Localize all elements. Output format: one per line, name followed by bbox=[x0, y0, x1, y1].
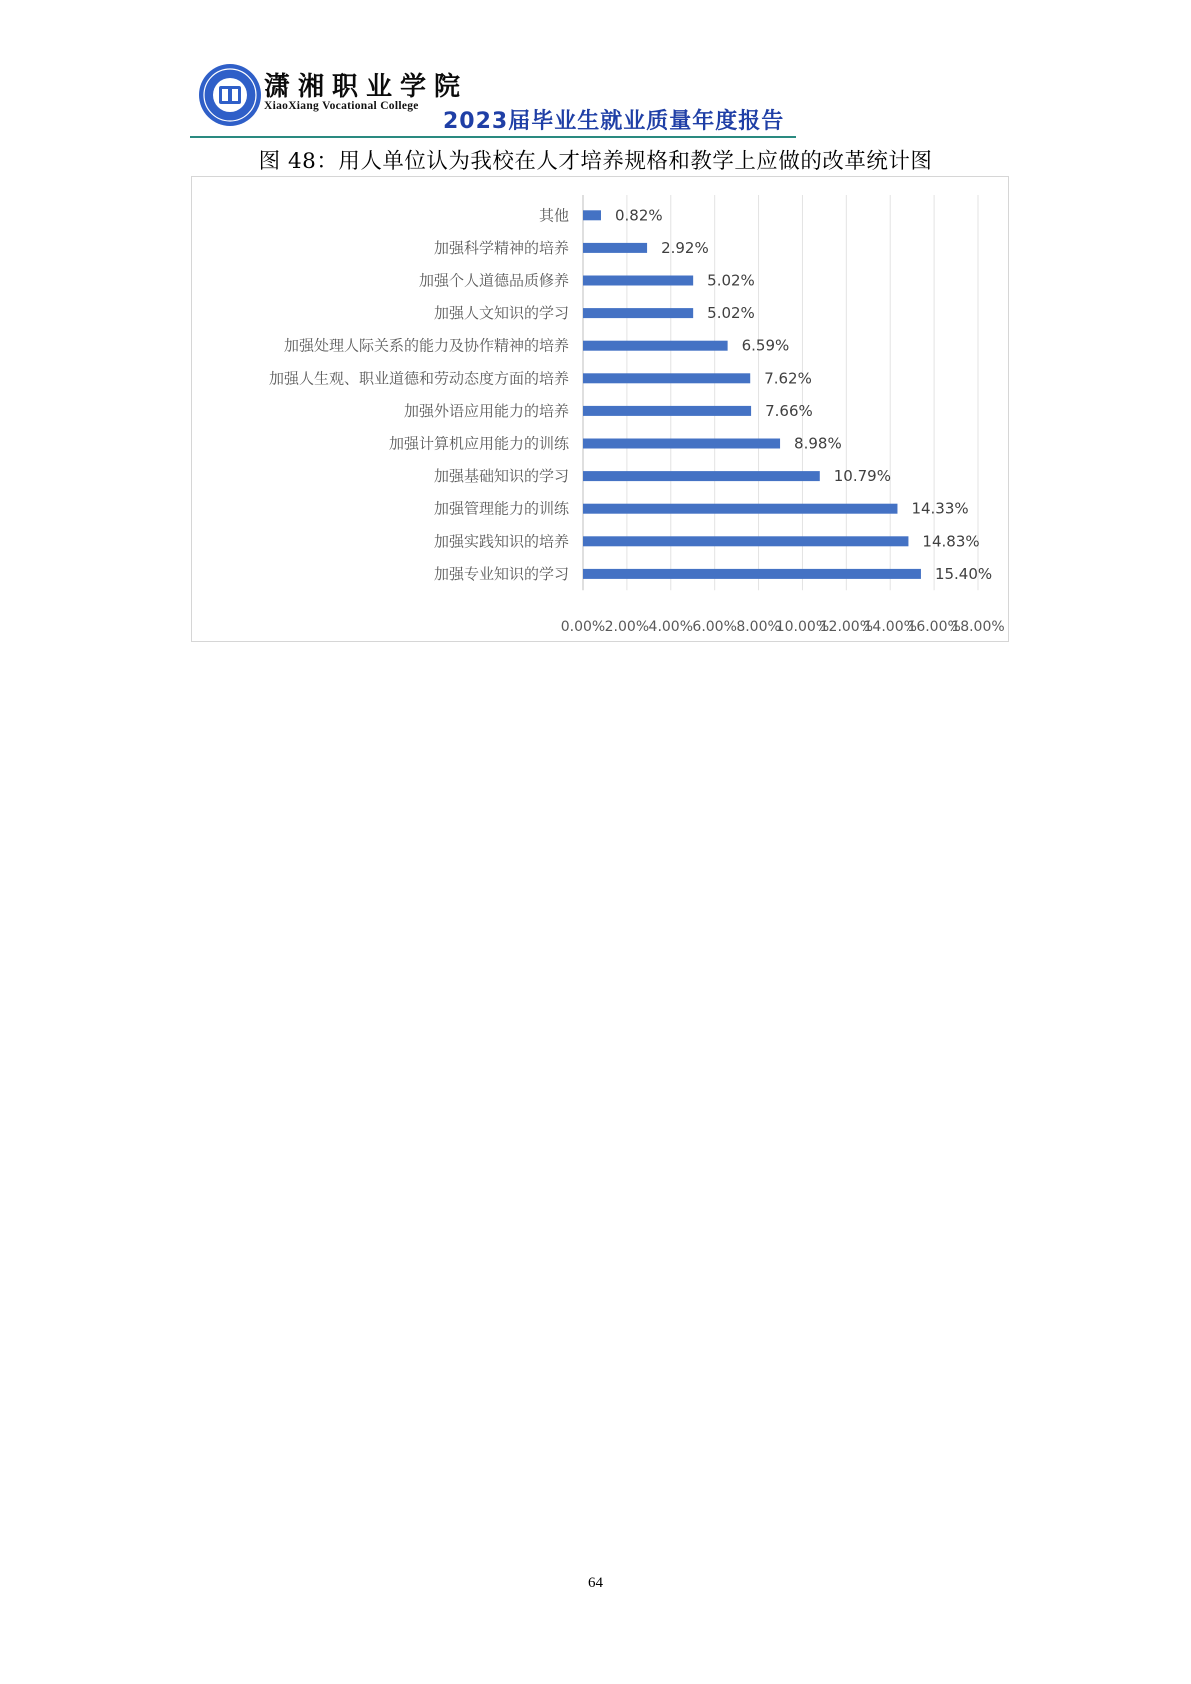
x-tick-label: 16.00% bbox=[907, 619, 961, 636]
data-label: 5.02% bbox=[707, 271, 755, 290]
category-label: 加强外语应用能力的培养 bbox=[403, 401, 569, 420]
category-label: 加强人文知识的学习 bbox=[433, 304, 569, 323]
bar bbox=[583, 406, 751, 416]
category-label: 加强实践知识的培养 bbox=[433, 532, 569, 551]
report-title: 2023届毕业生就业质量年度报告 bbox=[443, 109, 785, 134]
bar bbox=[583, 373, 750, 383]
data-label: 15.40% bbox=[934, 564, 993, 583]
bar bbox=[583, 471, 820, 481]
data-label: 5.02% bbox=[707, 304, 755, 323]
college-seal-icon bbox=[198, 63, 262, 127]
bar bbox=[583, 276, 693, 286]
category-label: 加强处理人际关系的能力及协作精神的培养 bbox=[283, 336, 569, 355]
data-label: 10.79% bbox=[833, 467, 891, 486]
category-label: 加强人生观、职业道德和劳动态度方面的培养 bbox=[268, 369, 569, 388]
category-label: 加强基础知识的学习 bbox=[433, 467, 569, 486]
x-tick-label: 2.00% bbox=[604, 619, 650, 636]
bar bbox=[583, 504, 897, 514]
school-name-en: XiaoXiang Vocational College bbox=[264, 100, 419, 112]
data-label: 7.66% bbox=[765, 401, 813, 420]
x-tick-label: 18.00% bbox=[951, 619, 1005, 636]
bar bbox=[583, 210, 601, 220]
category-label: 加强管理能力的训练 bbox=[433, 499, 569, 518]
data-label: 14.33% bbox=[911, 499, 969, 518]
x-tick-label: 0.00% bbox=[560, 619, 606, 636]
school-name-cn: 潇湘职业学院 bbox=[264, 72, 469, 102]
header-divider bbox=[190, 136, 796, 138]
category-label: 加强科学精神的培养 bbox=[433, 238, 569, 257]
page-number: 64 bbox=[588, 1575, 603, 1591]
report-header bbox=[190, 62, 796, 140]
bar bbox=[583, 536, 908, 546]
x-tick-label: 4.00% bbox=[648, 619, 694, 636]
x-tick-label: 10.00% bbox=[775, 619, 830, 636]
data-label: 7.62% bbox=[764, 369, 812, 388]
category-label: 加强专业知识的学习 bbox=[433, 564, 569, 583]
figure-caption: 图 48：用人单位认为我校在人才培养规格和教学上应做的改革统计图 bbox=[258, 149, 933, 174]
data-label: 2.92% bbox=[661, 238, 709, 257]
data-label: 14.83% bbox=[922, 532, 980, 551]
x-tick-label: 8.00% bbox=[736, 619, 781, 636]
x-tick-label: 6.00% bbox=[692, 619, 737, 636]
data-label: 0.82% bbox=[614, 206, 663, 225]
bar bbox=[583, 569, 921, 579]
data-label: 6.59% bbox=[741, 336, 790, 355]
chart-frame bbox=[191, 176, 1009, 642]
category-label: 加强计算机应用能力的训练 bbox=[388, 434, 569, 453]
data-label: 8.98% bbox=[794, 434, 842, 453]
bar bbox=[583, 439, 780, 449]
bar bbox=[583, 243, 647, 253]
category-label: 加强个人道德品质修养 bbox=[418, 271, 569, 290]
x-tick-label: 12.00% bbox=[819, 619, 874, 636]
bar-chart bbox=[192, 177, 1010, 643]
bar bbox=[583, 341, 728, 351]
bar bbox=[583, 308, 693, 318]
category-label: 其他 bbox=[538, 206, 569, 225]
x-tick-label: 14.00% bbox=[863, 619, 917, 636]
